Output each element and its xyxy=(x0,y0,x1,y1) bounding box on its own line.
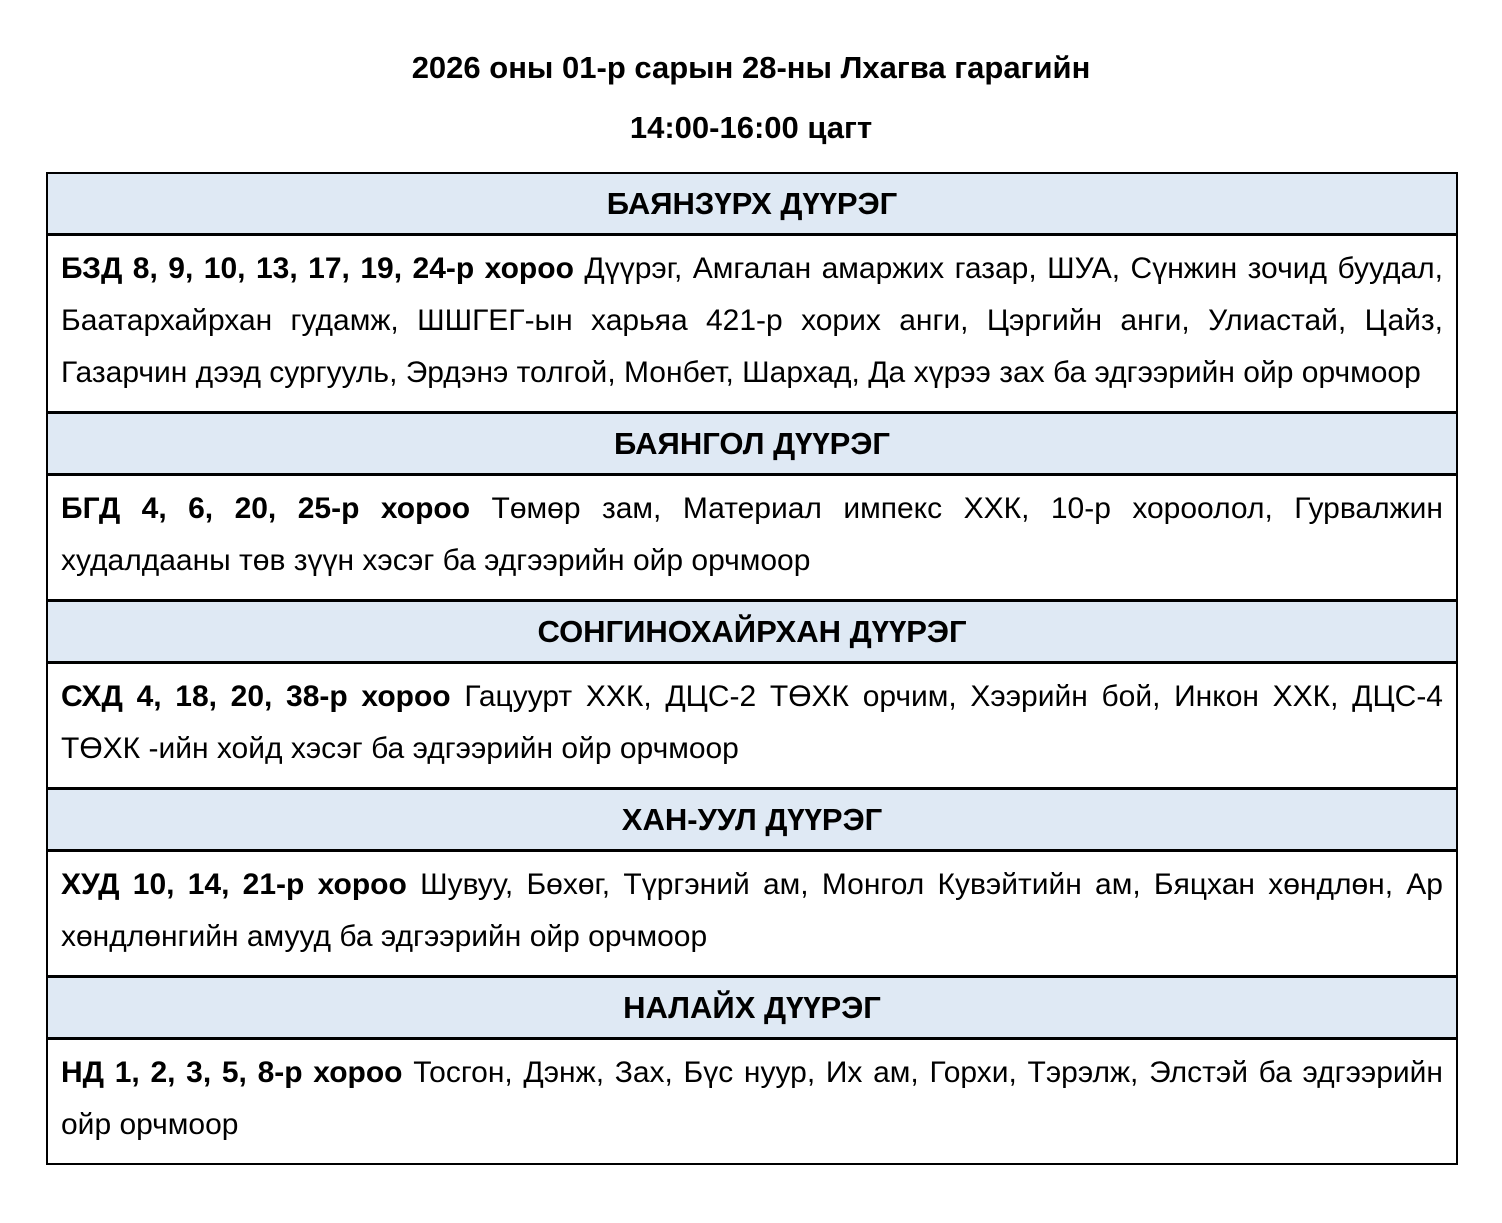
khoroo-list: НД 1, 2, 3, 5, 8-р хороо xyxy=(61,1056,403,1089)
district-header-khan-uul: ХАН-УУЛ ДҮҮРЭГ xyxy=(48,787,1456,849)
area-list: Дүүрэг, Амгалан амаржих газар, ШУА, Сүнжин зочид буудал, Баатархайрхан гудамж, ШШГЕГ-ын харьяа 421-р хорих анги, Цэргийн анги, Улиастай, Цайз, Газарчин дээд сургууль, Эрдэнэ толгой, Монбет, Шархад, Да хүрээ зах ба эдгээрийн ойр орчмоор xyxy=(61,252,1443,389)
khoroo-list: БЗД 8, 9, 10, 13, 17, 19, 24-р хороо xyxy=(61,252,574,285)
area-list: Тосгон, Дэнж, Зах, Бүс нуур, Их ам, Горхи, Тэрэлж, Элстэй ба эдгээрийн ойр орчмоор xyxy=(61,1056,1443,1141)
khoroo-list: ХУД 10, 14, 21-р хороо xyxy=(61,868,407,901)
district-areas-khan-uul xyxy=(48,849,1456,975)
district-areas-songinokhairkhan xyxy=(48,661,1456,787)
document-title xyxy=(0,50,1502,146)
area-list: Гацуурт ХХК, ДЦС-2 ТӨХК орчим, Хээрийн бой, Инкон ХХК, ДЦС-4 ТӨХК -ийн хойд хэсэг ба эдгээрийн ойр орчмоор xyxy=(61,680,1443,765)
district-header-bayanzurkh: БАЯНЗҮРХ ДҮҮРЭГ xyxy=(48,174,1456,233)
district-header-nalaikh: НАЛАЙХ ДҮҮРЭГ xyxy=(48,975,1456,1037)
khoroo-list: СХД 4, 18, 20, 38-р хороо xyxy=(61,680,451,713)
district-areas-bayangol xyxy=(48,473,1456,599)
title-date: 2026 оны 01-р сарын 28-ны Лхагва гарагийн xyxy=(411,50,1091,85)
outage-table xyxy=(46,172,1458,1165)
area-list: Төмөр зам, Материал импекс ХХК, 10-р хороолол, Гурвалжин худалдааны төв зүүн хэсэг ба эдгээрийн ойр орчмоор xyxy=(61,492,1443,577)
title-time: 14:00-16:00 цагт xyxy=(629,110,873,145)
district-header-bayangol: БАЯНГОЛ ДҮҮРЭГ xyxy=(48,411,1456,473)
district-areas-bayanzurkh xyxy=(48,233,1456,411)
khoroo-list: БГД 4, 6, 20, 25-р хороо xyxy=(61,492,471,525)
district-header-songinokhairkhan: СОНГИНОХАЙРХАН ДҮҮРЭГ xyxy=(48,599,1456,661)
district-areas-nalaikh xyxy=(48,1037,1456,1163)
area-list: Шувуу, Бөхөг, Түргэний ам, Монгол Кувэйтийн ам, Бяцхан хөндлөн, Ар хөндлөнгийн амууд ба эдгээрийн ойр орчмоор xyxy=(61,868,1443,953)
